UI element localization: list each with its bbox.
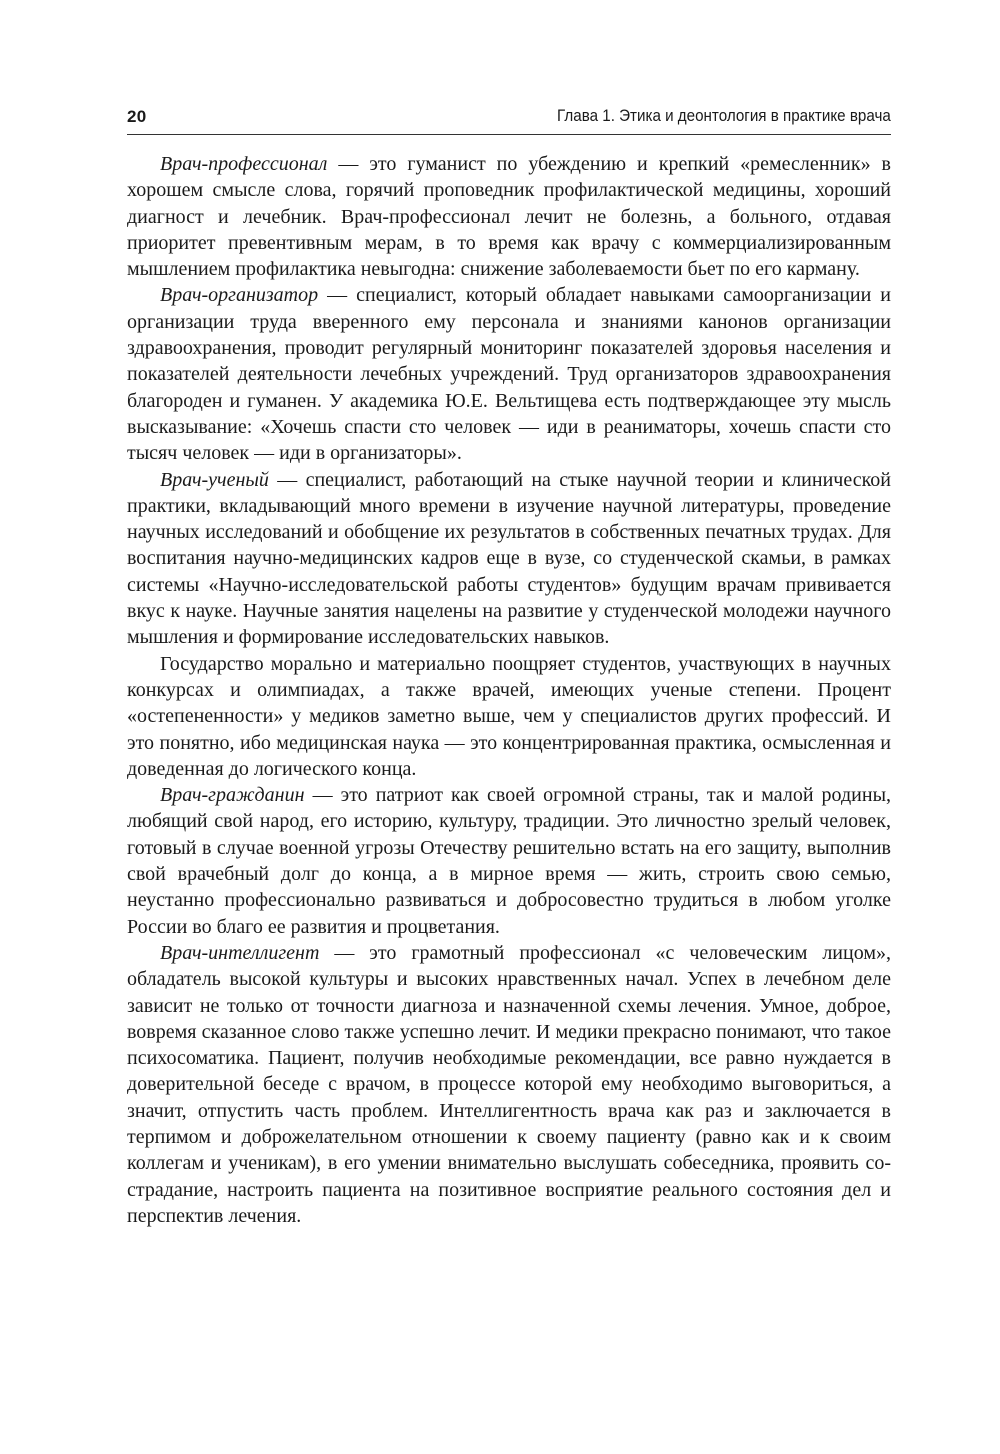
- paragraph-text: — специалист, работающий на стыке научной теории и клинической практики, вкладывающий много времени в изучение научной литературы, проведение научных исследований и обобщение их результатов в собственных печатных трудах. Для воспитания научно-медицинских кадров еще в вузе, со студенческой скамьи, в рамках системы «Научно-исследовательской работы студентов» будущим врачам прививается вкус к науке. Научные занятия нацелены на развитие у студенческой молодежи научного мышления и формирование исследовательских навыков.: [127, 468, 891, 649]
- page-header: [127, 104, 891, 135]
- paragraph-state-support: [127, 651, 891, 782]
- paragraph-doctor-intellectual: [127, 940, 891, 1229]
- term-doctor-professional: Врач-профессионал: [160, 153, 328, 175]
- term-doctor-citizen: Врач-гражданин: [160, 784, 305, 807]
- chapter-running-head: Глава 1. Этика и деонтология в практике врача: [557, 107, 891, 125]
- page-number: 20: [127, 107, 147, 126]
- paragraph-doctor-organizer: [127, 282, 891, 466]
- paragraph-text: — специалист, который обладает навыками самоорганизации и организации труда вверенного ему персонала и знаниями канонов организации здравоохранения, проводит регулярный мониторинг показателей здоровья населения и показателей деятельности лечебных учреждений. Труд организаторов здравоохранения благороден и гуманен. У академика Ю.Е. Вельтищева есть подтверждающее эту мысль высказывание: «Хочешь спасти сто человек — иди в реаниматоры, хочешь спасти сто тысяч человек — иди в организаторы».: [127, 284, 891, 465]
- paragraph-text: — это гуманист по убеждению и крепкий «ремесленник» в хорошем смысле слова, горячий проповедник профилактической медицины, хороший диагност и лечебник. Врач-профессионал лечит не болезнь, а больного, отдавая приоритет превентивным мерам, в то время как врачу с коммерциализированным мышлением профилактика невыгодна: снижение заболеваемости бьет по его карману.: [127, 153, 891, 281]
- term-doctor-organizer: Врач-организатор: [160, 284, 319, 307]
- paragraph-doctor-professional: [127, 151, 891, 282]
- term-doctor-scientist: Врач-ученый: [160, 468, 269, 491]
- paragraph-text: — это патриот как своей огромной страны, так и малой родины, любящий свой народ, его историю, культуру, традиции. Это личностно зрелый человек, готовый в случае военной угрозы Отечеству решительно встать на его защиту, выполнив свой врачебный долг до конца, а в мирное время — жить, строить свою семью, неустанно профессионально развиваться и добросовестно трудиться в любом уголке России во благо ее развития и процветания.: [127, 784, 891, 938]
- paragraph-doctor-scientist: [127, 467, 891, 651]
- body-text: [127, 151, 891, 1229]
- paragraph-doctor-citizen: [127, 782, 891, 940]
- paragraph-text: Государство морально и материально поощряет студентов, участвующих в научных конкурсах и олимпиадах, а также врачей, имеющих ученые степени. Процент «остепененности» у медиков заметно выше, чем у специалистов других профессий. И это понятно, ибо медицинская наука — это концентрированная практика, осмысленная и доведенная до логического конца.: [127, 652, 891, 780]
- paragraph-text: — это грамотный профессионал «с человеческим лицом», обладатель высокой культуры и высоких нравственных начал. Успех в лечебном деле зависит не только от точности диагноза и назначенной схемы лечения. Умное, доброе, вовремя сказанное слово также успешно лечит. И медики прекрасно понимают, что такое психосоматика. Пациент, получив необходимые рекомендации, все равно нуждается в доверительной беседе с врачом, в процессе которой ему необходимо выговориться, а значит, отпустить часть проблем. Интеллигентность врача как раз и заключается в терпимом и доброжелательном отношении к своему пациенту (равно как и к своим коллегам и ученикам), в его умении внимательно выслушать собеседника, проявить сострадание, настроить пациента на позитивное восприятие реального состояния дел и перспектив лечения.: [127, 941, 891, 1227]
- term-doctor-intellectual: Врач-интеллигент: [160, 941, 320, 964]
